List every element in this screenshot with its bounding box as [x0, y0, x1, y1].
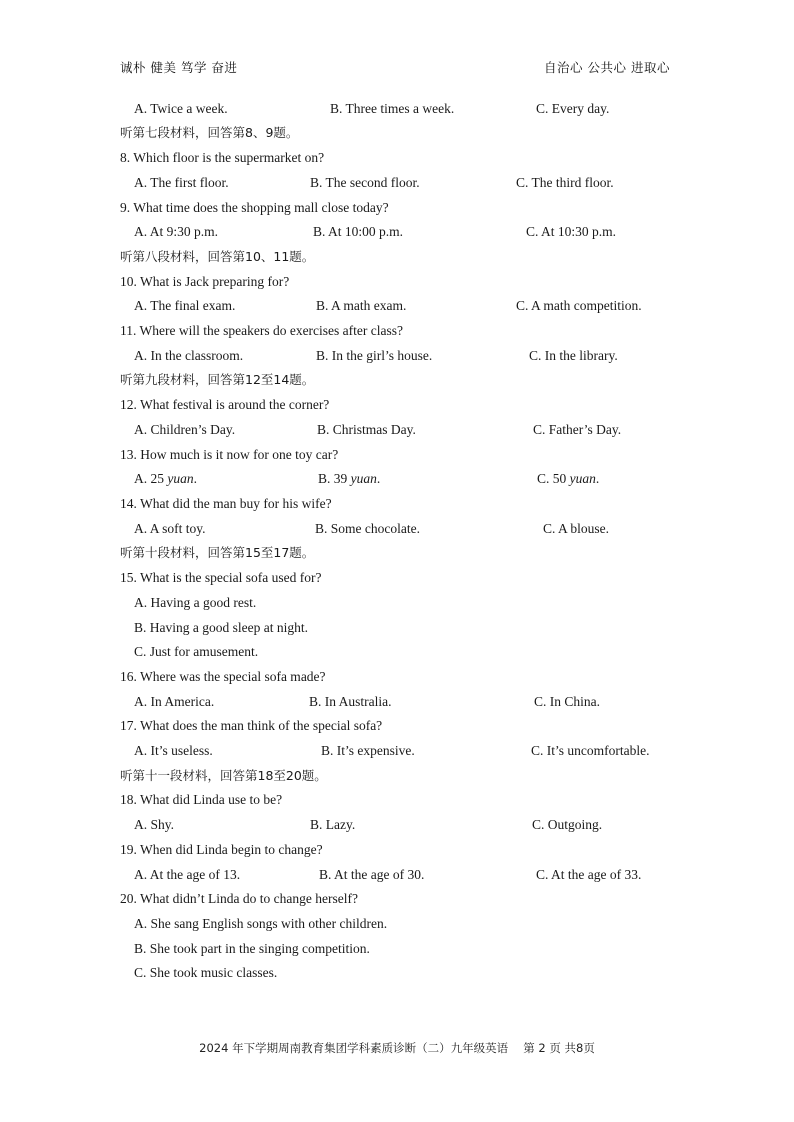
- q8-option-b: B. The second floor.: [310, 175, 420, 190]
- q12-option-a: A. Children’s Day.: [134, 422, 236, 437]
- question-16: 16. Where was the special sofa made?: [120, 669, 326, 684]
- q8-option-a: A. The first floor.: [134, 175, 229, 190]
- q13-option-a: A. 25 yuan.: [134, 471, 197, 486]
- question-14: 14. What did the man buy for his wife?: [120, 496, 332, 511]
- q7-option-c: C. Every day.: [536, 101, 610, 116]
- q16-option-c: C. In China.: [534, 694, 600, 709]
- q18-option-b: B. Lazy.: [310, 817, 356, 832]
- q19-option-b: B. At the age of 30.: [319, 867, 425, 882]
- q16-option-a: A. In America.: [134, 694, 215, 709]
- q13-option-b: B. 39 yuan.: [318, 471, 381, 486]
- q16-option-b: B. In Australia.: [309, 694, 392, 709]
- q7-option-b: B. Three times a week.: [330, 101, 455, 116]
- question-8: 8. Which floor is the supermarket on?: [120, 150, 325, 165]
- currency-unit: yuan: [167, 471, 194, 486]
- question-15: 15. What is the special sofa used for?: [120, 570, 322, 585]
- page-footer: 2024 年下学期周南教育集团学科素质诊断（二）九年级英语 第 2 页 共8页: [199, 1041, 595, 1055]
- question-18: 18. What did Linda use to be?: [120, 792, 283, 807]
- q10-option-c: C. A math competition.: [516, 298, 642, 313]
- question-9: 9. What time does the shopping mall close today?: [120, 200, 389, 215]
- question-19: 19. When did Linda begin to change?: [120, 842, 323, 857]
- q11-option-a: A. In the classroom.: [134, 348, 244, 363]
- section-heading-7: 听第七段材料，回答第8、9题。: [120, 125, 299, 140]
- q17-option-a: A. It’s useless.: [134, 743, 213, 758]
- section-heading-11: 听第十一段材料，回答第18至20题。: [120, 768, 327, 783]
- question-20: 20. What didn’t Linda do to change herself?: [120, 891, 358, 906]
- q10-option-b: B. A math exam.: [316, 298, 407, 313]
- q19-option-a: A. At the age of 13.: [134, 867, 241, 882]
- question-12: 12. What festival is around the corner?: [120, 397, 330, 412]
- q18-option-a: A. Shy.: [134, 817, 175, 832]
- q11-option-b: B. In the girl’s house.: [316, 348, 433, 363]
- q17-option-b: B. It’s expensive.: [321, 743, 415, 758]
- q14-option-b: B. Some chocolate.: [315, 521, 420, 536]
- currency-unit: yuan: [569, 471, 596, 486]
- q8-option-c: C. The third floor.: [516, 175, 614, 190]
- q20-option-a: A. She sang English songs with other children.: [134, 916, 388, 931]
- q13-option-a-amount: A. 25: [134, 471, 164, 486]
- header-motto-left: 诚朴 健美 笃学 奋进: [120, 60, 238, 75]
- q9-option-c: C. At 10:30 p.m.: [526, 224, 617, 239]
- q9-option-b: B. At 10:00 p.m.: [313, 224, 404, 239]
- q14-option-c: C. A blouse.: [543, 521, 610, 536]
- q13-option-c: C. 50 yuan.: [537, 471, 600, 486]
- section-heading-8: 听第八段材料，回答第10、11题。: [120, 249, 315, 264]
- q17-option-c: C. It’s uncomfortable.: [531, 743, 650, 758]
- q19-option-c: C. At the age of 33.: [536, 867, 642, 882]
- q13-option-c-amount: C. 50: [537, 471, 567, 486]
- question-10: 10. What is Jack preparing for?: [120, 274, 290, 289]
- q9-option-a: A. At 9:30 p.m.: [134, 224, 219, 239]
- q12-option-b: B. Christmas Day.: [317, 422, 416, 437]
- q7-option-a: A. Twice a week.: [134, 101, 228, 116]
- q20-option-c: C. She took music classes.: [134, 965, 278, 980]
- header-motto-right: 自治心 公共心 进取心: [544, 60, 670, 75]
- q15-option-c: C. Just for amusement.: [134, 644, 259, 659]
- q12-option-c: C. Father’s Day.: [533, 422, 622, 437]
- question-17: 17. What does the man think of the special sofa?: [120, 718, 383, 733]
- q11-option-c: C. In the library.: [529, 348, 618, 363]
- q15-option-a: A. Having a good rest.: [134, 595, 257, 610]
- q20-option-b: B. She took part in the singing competition.: [134, 941, 370, 956]
- question-13: 13. How much is it now for one toy car?: [120, 447, 339, 462]
- q15-option-b: B. Having a good sleep at night.: [134, 620, 308, 635]
- q18-option-c: C. Outgoing.: [532, 817, 603, 832]
- question-11: 11. Where will the speakers do exercises after class?: [120, 323, 404, 338]
- q14-option-a: A. A soft toy.: [134, 521, 206, 536]
- q10-option-a: A. The final exam.: [134, 298, 236, 313]
- currency-unit: yuan: [350, 471, 377, 486]
- section-heading-9: 听第九段材料，回答第12至14题。: [120, 372, 315, 387]
- section-heading-10: 听第十段材料，回答第15至17题。: [120, 545, 315, 560]
- q13-option-b-amount: B. 39: [318, 471, 348, 486]
